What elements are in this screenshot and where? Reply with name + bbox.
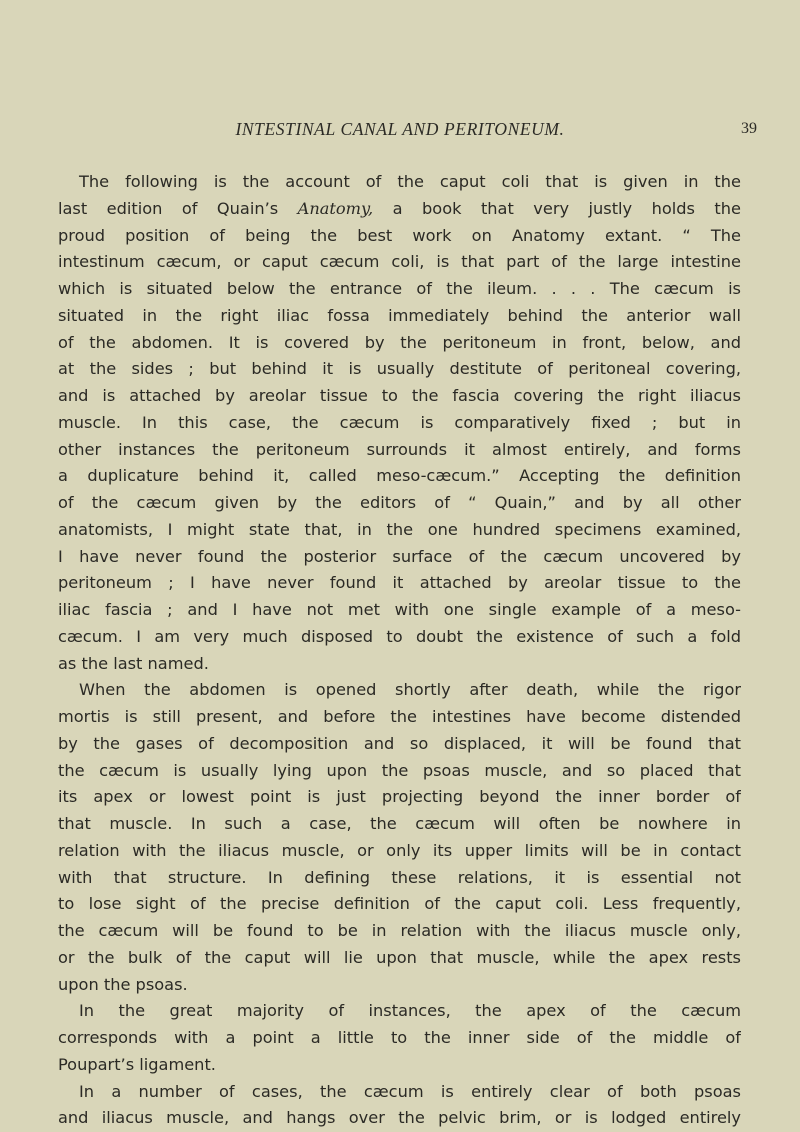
text-line: In the great majority of instances, the apex of the cæcum	[79, 1001, 741, 1021]
italic-title: Anatomy,	[297, 198, 374, 218]
text-line: to lose sight of the precise definition of the caput coli. Less frequently,	[58, 894, 741, 914]
text-line: which is situated below the entrance of the ileum. . . . The cæcum is	[58, 279, 741, 298]
text-line-segment: a book that very justly holds the	[373, 198, 741, 218]
text-line: upon the psoas.	[58, 974, 188, 994]
text-line: of the cæcum given by the editors of “ Quain,” and by all other	[58, 493, 741, 512]
text-line: and is attached by areolar tissue to the fascia covering the right iliacus	[58, 386, 741, 405]
text-line: I have never found the posterior surface of the cæcum uncovered by	[58, 546, 741, 566]
text-line: In a number of cases, the cæcum is entirely clear of both psoas	[79, 1081, 741, 1101]
text-line: situated in the right iliac fossa immediately behind the anterior wall	[58, 305, 741, 325]
page-number: 39	[741, 120, 757, 137]
text-line: cæcum. I am very much disposed to doubt the existence of such a fold	[58, 626, 741, 646]
text-line-segment: last edition of Quain’s	[58, 198, 298, 218]
text-line: and iliacus muscle, and hangs over the pelvic brim, or is lodged entirely	[58, 1108, 741, 1128]
text-line: When the abdomen is opened shortly after death, while the rigor	[79, 680, 741, 700]
text-line: with that structure. In defining these relations, it is essential not	[58, 867, 741, 887]
text-line: a duplicature behind it, called meso-cæcum.” Accepting the definition	[58, 466, 741, 486]
text-line: that muscle. In such a case, the cæcum will often be nowhere in	[58, 814, 741, 833]
text-line: relation with the iliacus muscle, or only its upper limits will be in contact	[58, 840, 741, 860]
text-line: or the bulk of the caput will lie upon that muscle, while the apex rests	[58, 947, 741, 967]
text-line: proud position of being the best work on Anatomy extant. “ The	[58, 225, 741, 245]
text-line: iliac fascia ; and I have not met with one single example of a meso-	[58, 600, 741, 619]
text-line: its apex or lowest point is just projecting beyond the inner border of	[58, 787, 741, 807]
text-line: by the gases of decomposition and so displaced, it will be found that	[58, 733, 741, 753]
text-line: corresponds with a point a little to the inner side of the middle of	[58, 1028, 741, 1047]
text-line	[58, 196, 741, 223]
body-text	[58, 169, 741, 1132]
text-line: of the abdomen. It is covered by the peritoneum in front, below, and	[58, 332, 741, 352]
text-line: as the last named.	[58, 653, 209, 673]
text-line: peritoneum ; I have never found it attached by areolar tissue to the	[58, 573, 741, 593]
text-line: mortis is still present, and before the intestines have become distended	[58, 707, 741, 726]
text-line: the cæcum will be found to be in relation with the iliacus muscle only,	[58, 921, 741, 940]
text-line: muscle. In this case, the cæcum is comparatively fixed ; but in	[58, 412, 741, 432]
text-line: anatomists, I might state that, in the one hundred specimens examined,	[58, 519, 741, 539]
running-head: INTESTINAL CANAL AND PERITONEUM.	[235, 119, 565, 139]
page-header	[0, 117, 800, 147]
text-line: intestinum cæcum, or caput cæcum coli, is that part of the large intestine	[58, 252, 741, 272]
text-line: The following is the account of the caput coli that is given in the	[79, 172, 741, 191]
text-line: at the sides ; but behind it is usually destitute of peritoneal covering,	[58, 359, 741, 379]
text-line: Poupart’s ligament.	[58, 1054, 216, 1074]
text-line: the cæcum is usually lying upon the psoas muscle, and so placed that	[58, 760, 741, 780]
text-line: other instances the peritoneum surrounds it almost entirely, and forms	[58, 439, 741, 459]
